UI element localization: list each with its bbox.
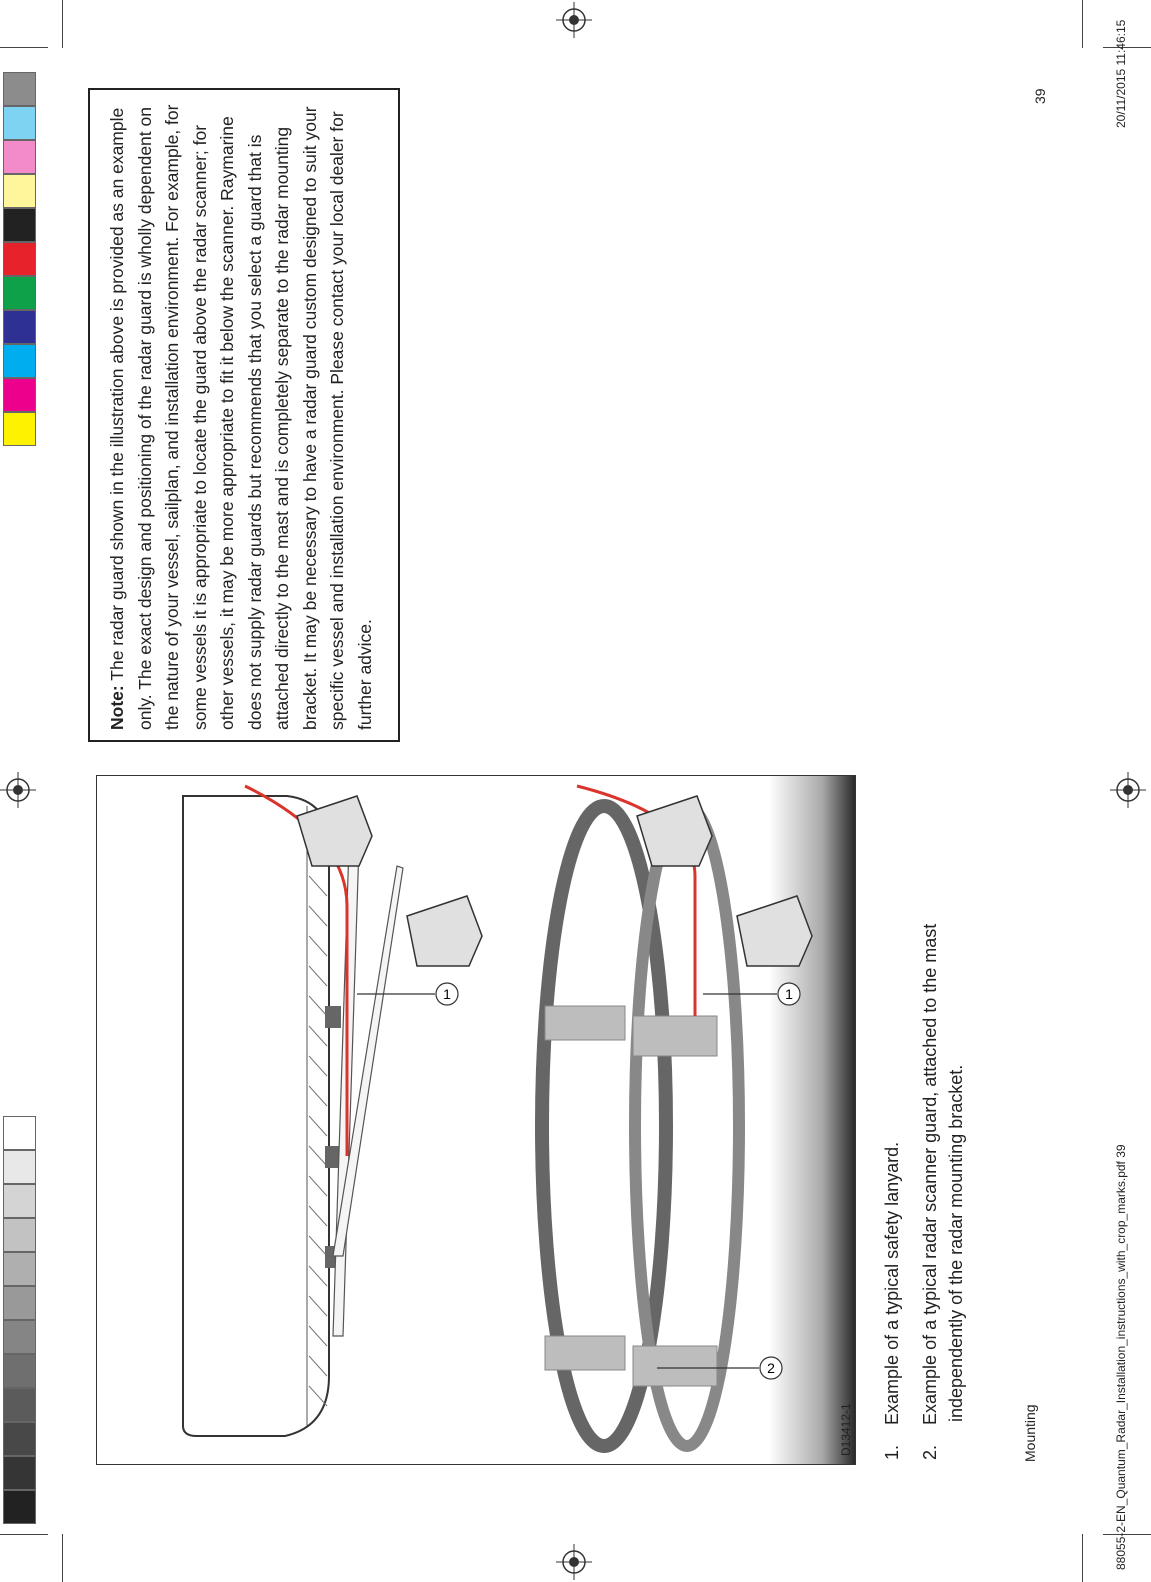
crop-mark — [0, 47, 48, 48]
color-swatch — [3, 140, 36, 174]
color-swatch — [3, 310, 36, 344]
note-label: Note: — [107, 685, 127, 730]
callout-label: 1 — [443, 986, 451, 1002]
grey-swatch — [3, 1354, 36, 1388]
caption-number: 1. — [882, 1444, 902, 1460]
figure-id: D13412-1 — [839, 1403, 853, 1456]
caption-text: independently of the radar mounting bracket. — [946, 1064, 966, 1422]
grey-swatch — [3, 1286, 36, 1320]
grey-swatch — [3, 1218, 36, 1252]
grey-swatch — [3, 1184, 36, 1218]
color-swatch — [3, 344, 36, 378]
page-number: 39 — [1032, 88, 1048, 104]
crop-mark — [1082, 0, 1083, 48]
grey-swatch — [3, 1388, 36, 1422]
color-swatch — [3, 378, 36, 412]
grey-swatch — [3, 1116, 36, 1150]
callout-label: 2 — [767, 1360, 775, 1376]
grey-swatch — [3, 1456, 36, 1490]
registration-mark-icon — [0, 772, 36, 808]
grey-swatch — [3, 1422, 36, 1456]
mounting-bracket — [333, 846, 403, 1336]
color-swatch — [3, 72, 36, 106]
caption-text: Example of a typical safety lanyard. — [882, 1141, 902, 1425]
grey-swatch — [3, 1490, 36, 1524]
radar-guard-figure — [96, 775, 856, 1465]
grey-swatch — [3, 1150, 36, 1184]
color-swatch — [3, 242, 36, 276]
grey-swatch — [3, 1320, 36, 1354]
note-box — [88, 88, 400, 742]
slug-datetime: 20/11/2015 11:46:15 — [1114, 19, 1128, 128]
registration-mark-icon — [556, 1544, 592, 1580]
caption-text: Example of a typical radar scanner guard, attached to the mast — [920, 923, 940, 1425]
note-body: The radar guard shown in the illustration above is provided as an example only. The exact design and positioning of the radar guard is wholly dependent on the nature of your vessel, sailplan, and installation environment. For example, for some vessels it is appropriate to locate the guard above the radar scanner; for other vessels, it may be more appropriate to fit it below the scanner. Raymarine does not supply radar guards but recommends that you select a guard that is attached directly to the mast and is completely separate to the radar mounting bracket. It may be necessary to have a radar guard custom designed to suit your specific vessel and installation environment. Please contact your local dealer for further advice. — [107, 104, 375, 730]
crop-mark — [62, 1534, 63, 1582]
grey-swatch — [3, 1252, 36, 1286]
crop-mark — [1082, 1534, 1083, 1582]
footer-section: Mounting — [1022, 1404, 1038, 1462]
slug-filename: 88055-2-EN_Quantum_Radar_Installation_instructions_with_crop_marks.pdf 39 — [1114, 1144, 1128, 1570]
color-swatch — [3, 106, 36, 140]
color-swatch — [3, 412, 36, 446]
crop-mark — [0, 1534, 48, 1535]
crop-mark — [62, 0, 63, 48]
registration-mark-icon — [1110, 772, 1146, 808]
radar-illustration — [97, 776, 856, 1465]
color-swatch — [3, 174, 36, 208]
mast — [769, 776, 856, 1465]
caption-number: 2. — [920, 1444, 940, 1460]
color-swatch — [3, 276, 36, 310]
color-swatch — [3, 208, 36, 242]
callout-label: 1 — [785, 986, 793, 1002]
radar-scanner — [183, 796, 341, 1436]
note-text — [104, 90, 379, 730]
registration-mark-icon — [556, 2, 592, 38]
